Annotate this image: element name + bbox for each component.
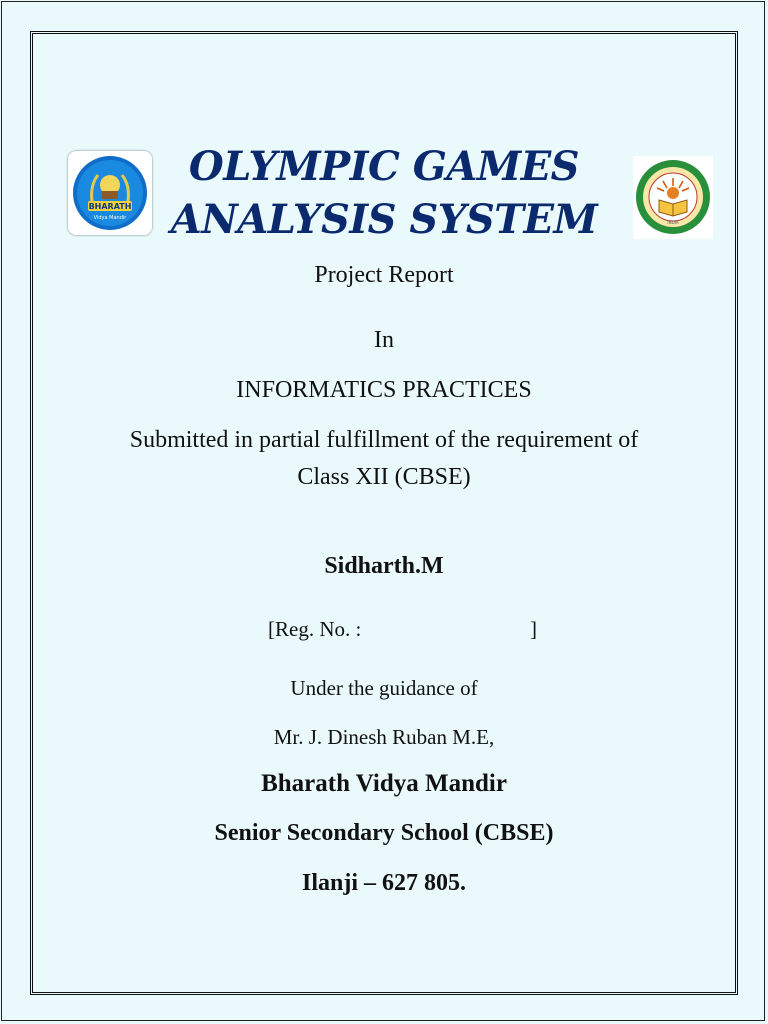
title-line-2: ANALYSIS SYSTEM (170, 196, 598, 243)
subject: INFORMATICS PRACTICES (236, 377, 532, 403)
submission-line-2: Class XII (CBSE) (297, 464, 471, 490)
school-logo-subtext: Vidya Mandir (93, 215, 127, 221)
guidance-label: Under the guidance of (290, 676, 478, 700)
title-line-1: OLYMPIC GAMES (188, 143, 580, 190)
school-name: Bharath Vidya Mandir (261, 770, 507, 797)
project-report: Project Report (314, 262, 454, 288)
reg-no-label: [Reg. No. : (268, 617, 362, 641)
submission-line-1: Submitted in partial fulfillment of the requirement of (129, 427, 639, 453)
guide-name: Mr. J. Dinesh Ruban M.E, (273, 725, 495, 749)
reg-no-close: ] (530, 617, 537, 641)
student-name: Sidharth.M (324, 553, 444, 579)
school-address: Ilanji – 627 805. (301, 870, 466, 896)
school-type: Senior Secondary School (CBSE) (214, 820, 554, 846)
in-label: In (374, 327, 394, 353)
school-logo-text: BHARATH (88, 202, 132, 211)
board-logo-text: INDIA (667, 220, 679, 225)
